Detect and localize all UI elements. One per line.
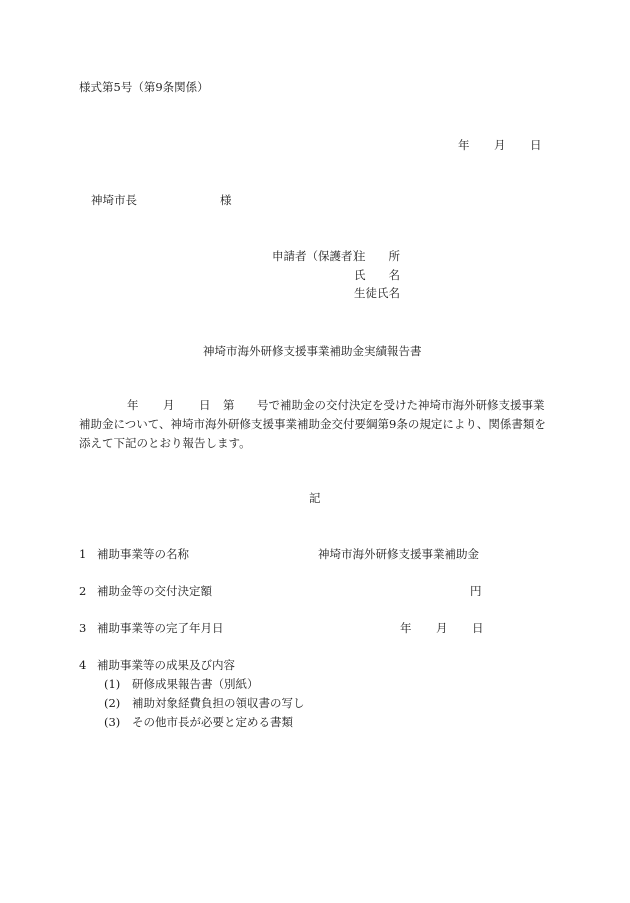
item-month: 月 — [436, 621, 448, 635]
addressee-name: 神埼市長 — [91, 193, 137, 207]
applicant-name-label: 氏 名 — [354, 268, 400, 282]
date-month-label: 月 — [494, 138, 506, 152]
body-line2: 補助金について、神埼市海外研修支援事業補助金交付要綱第9条の規定により、関係書類を — [79, 417, 546, 431]
item-day: 日 — [472, 621, 484, 635]
body-line3: 添えて下記のとおり報告します。 — [79, 436, 251, 450]
sub-item-text: 研修成果報告書（別紙） — [132, 677, 259, 691]
item-number: 2 — [79, 584, 87, 598]
item-label: 補助金等の交付決定額 — [97, 584, 212, 598]
body-year: 年 — [127, 398, 139, 412]
item-label: 補助事業等の成果及び内容 — [97, 658, 235, 672]
sub-item-text: その他市長が必要と定める書類 — [132, 715, 293, 729]
applicant-address-label: 住 所 — [354, 249, 400, 263]
addressee-honorific: 様 — [220, 193, 232, 207]
item-number: 3 — [79, 621, 87, 635]
sub-item-number: (1) — [104, 677, 121, 691]
body-line1-rest: 号で補助金の交付決定を受けた神埼市海外研修支援事業 — [257, 398, 545, 412]
item-number: 1 — [79, 547, 87, 561]
document-title: 神埼市海外研修支援事業補助金実績報告書 — [203, 344, 422, 358]
applicant-label: 申請者（保護者） — [272, 249, 364, 263]
ki-heading: 記 — [309, 491, 321, 505]
body-month: 月 — [163, 398, 175, 412]
student-name-label: 生徒氏名 — [354, 286, 400, 300]
form-number: 様式第5号（第9条関係） — [79, 80, 209, 94]
sub-item-text: 補助対象経費負担の領収書の写し — [132, 696, 305, 710]
item-label: 補助事業等の完了年月日 — [97, 621, 224, 635]
item-number: 4 — [79, 658, 87, 672]
sub-item-number: (2) — [104, 696, 121, 710]
item-value: 円 — [470, 584, 482, 598]
body-number-prefix: 第 — [223, 398, 235, 412]
date-day-label: 日 — [530, 138, 542, 152]
body-day: 日 — [199, 398, 211, 412]
item-year: 年 — [400, 621, 412, 635]
sub-item-number: (3) — [104, 715, 121, 729]
item-label: 補助事業等の名称 — [97, 547, 189, 561]
date-year-label: 年 — [458, 138, 470, 152]
item-value: 神埼市海外研修支援事業補助金 — [318, 547, 479, 561]
